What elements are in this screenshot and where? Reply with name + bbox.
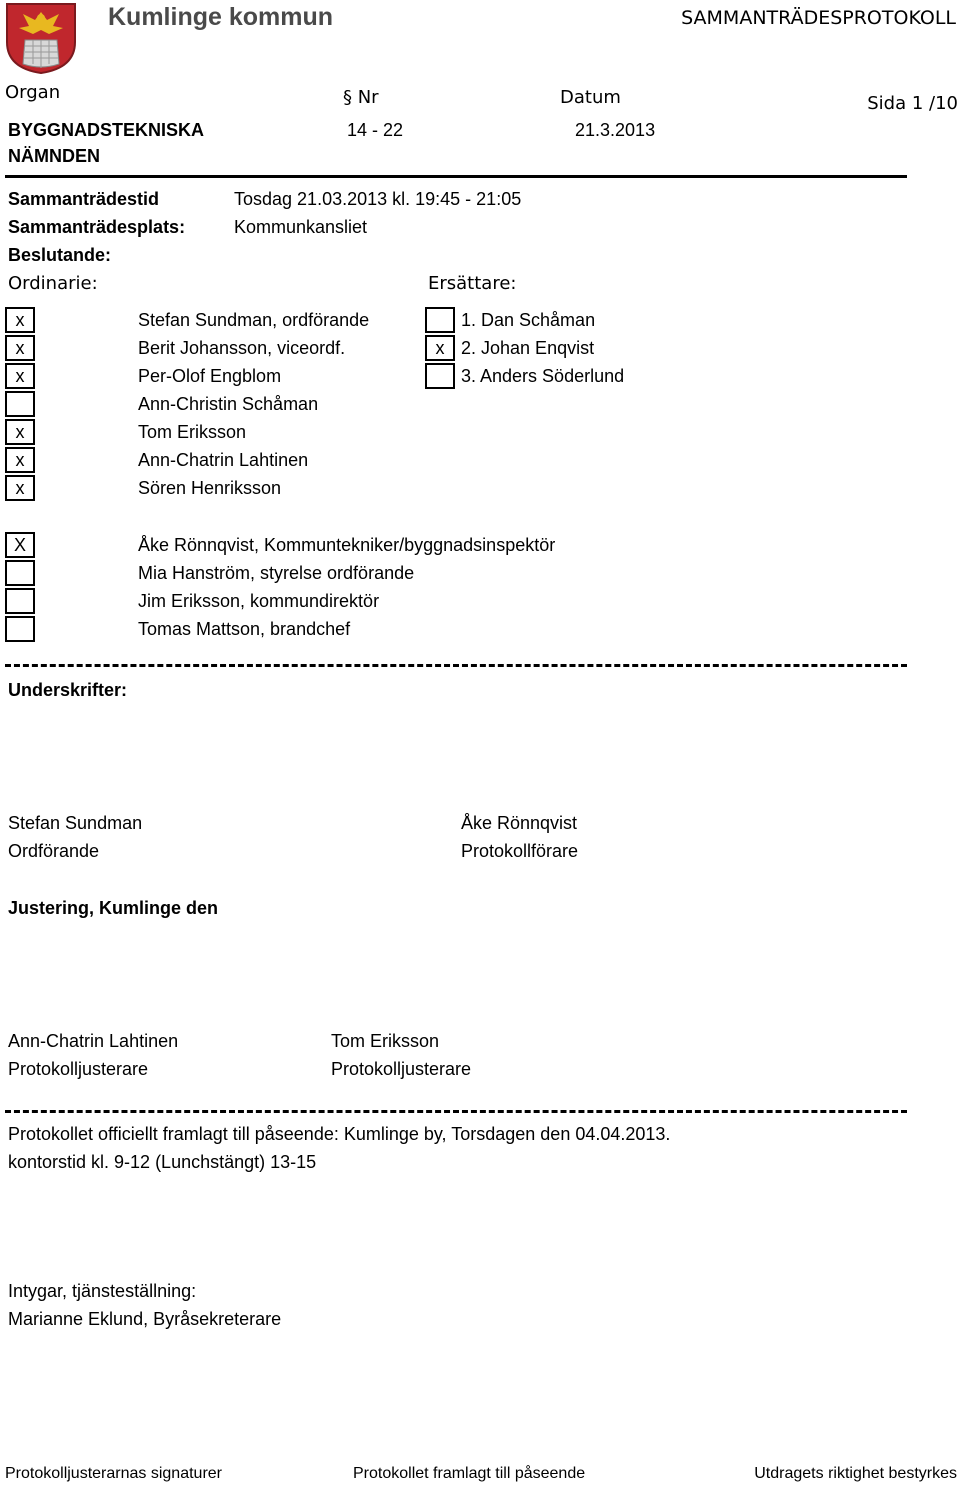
attendance-checkbox: x xyxy=(5,475,35,501)
member-name: Ann-Christin Schåman xyxy=(138,394,319,414)
attendance-checkbox: x xyxy=(5,335,35,361)
substitutes-label: Ersättare: xyxy=(428,273,517,294)
organ-label: Organ xyxy=(5,82,61,103)
attendance-checkbox xyxy=(5,391,35,417)
adjuster-role: Protokolljusterare xyxy=(331,1059,472,1079)
municipal-crest xyxy=(5,2,77,74)
section-divider xyxy=(5,1110,907,1113)
attendee-name: Mia Hanström, styrelse ordförande xyxy=(138,563,415,583)
ordinary-label: Ordinarie: xyxy=(8,273,98,294)
member-name: Per-Olof Engblom xyxy=(138,366,282,386)
attendance-checkbox xyxy=(425,307,455,333)
footer-left: Protokolljusterarnas signaturer xyxy=(5,1465,222,1482)
attendance-checkbox xyxy=(425,363,455,389)
meeting-time-label: Sammanträdestid xyxy=(8,189,160,209)
deciding-label: Beslutande: xyxy=(8,245,112,265)
adjuster-name: Ann-Chatrin Lahtinen xyxy=(8,1031,179,1051)
signature-name: Åke Rönnqvist xyxy=(461,813,578,833)
footer-right: Utdragets riktighet bestyrkes xyxy=(754,1465,957,1482)
attendance-checkbox: X xyxy=(5,532,35,558)
document-type: SAMMANTRÄDESPROTOKOLL xyxy=(681,7,956,29)
attendance-checkbox xyxy=(5,560,35,586)
office-hours: kontorstid kl. 9-12 (Lunchstängt) 13-15 xyxy=(8,1152,317,1172)
substitute-name: 1. Dan Schåman xyxy=(461,310,596,330)
section-divider xyxy=(5,664,907,667)
organ-name-line1: BYGGNADSTEKNISKA xyxy=(8,120,205,140)
meeting-time-value: Tosdag 21.03.2013 kl. 19:45 - 21:05 xyxy=(234,189,522,209)
header-rule xyxy=(5,175,907,178)
signature-name: Stefan Sundman xyxy=(8,813,143,833)
datum-value: 21.3.2013 xyxy=(575,120,656,140)
datum-label: Datum xyxy=(560,87,621,108)
signatures-label: Underskrifter: xyxy=(8,680,128,700)
justering-label: Justering, Kumlinge den xyxy=(8,898,219,918)
member-name: Berit Johansson, viceordf. xyxy=(138,338,346,358)
attendance-checkbox xyxy=(5,616,35,642)
adjuster-name: Tom Eriksson xyxy=(331,1031,440,1051)
member-name: Sören Henriksson xyxy=(138,478,282,498)
attendance-checkbox xyxy=(5,588,35,614)
attendance-checkbox: x xyxy=(5,447,35,473)
attendee-name: Åke Rönnqvist, Kommuntekniker/byggnadsinspektör xyxy=(138,535,556,555)
municipality-name: Kumlinge kommun xyxy=(108,3,334,31)
attendee-name: Jim Eriksson, kommundirektör xyxy=(138,591,380,611)
nr-value: 14 - 22 xyxy=(347,120,404,140)
member-name: Tom Eriksson xyxy=(138,422,247,442)
signature-role: Protokollförare xyxy=(461,841,579,861)
substitute-name: 3. Anders Söderlund xyxy=(461,366,625,386)
certification-label: Intygar, tjänsteställning: xyxy=(8,1281,197,1301)
organ-name-line2: NÄMNDEN xyxy=(8,146,100,166)
posting-statement: Protokollet officiellt framlagt till påseende: Kumlinge by, Torsdagen den 04.04.2013. xyxy=(8,1124,671,1144)
attendance-checkbox: x xyxy=(425,335,455,361)
adjuster-role: Protokolljusterare xyxy=(8,1059,149,1079)
substitute-name: 2. Johan Enqvist xyxy=(461,338,595,358)
member-name: Stefan Sundman, ordförande xyxy=(138,310,370,330)
attendance-checkbox: x xyxy=(5,363,35,389)
page-number: Sida 1 /10 xyxy=(867,93,958,114)
attendance-checkbox: x xyxy=(5,419,35,445)
nr-label: § Nr xyxy=(343,87,379,108)
meeting-place-label: Sammanträdesplats: xyxy=(8,217,186,237)
attendance-checkbox: x xyxy=(5,307,35,333)
certifier-name: Marianne Eklund, Byråsekreterare xyxy=(8,1309,282,1329)
footer-center: Protokollet framlagt till påseende xyxy=(353,1465,586,1482)
meeting-place-value: Kommunkansliet xyxy=(234,217,368,237)
attendee-name: Tomas Mattson, brandchef xyxy=(138,619,351,639)
member-name: Ann-Chatrin Lahtinen xyxy=(138,450,309,470)
signature-role: Ordförande xyxy=(8,841,100,861)
